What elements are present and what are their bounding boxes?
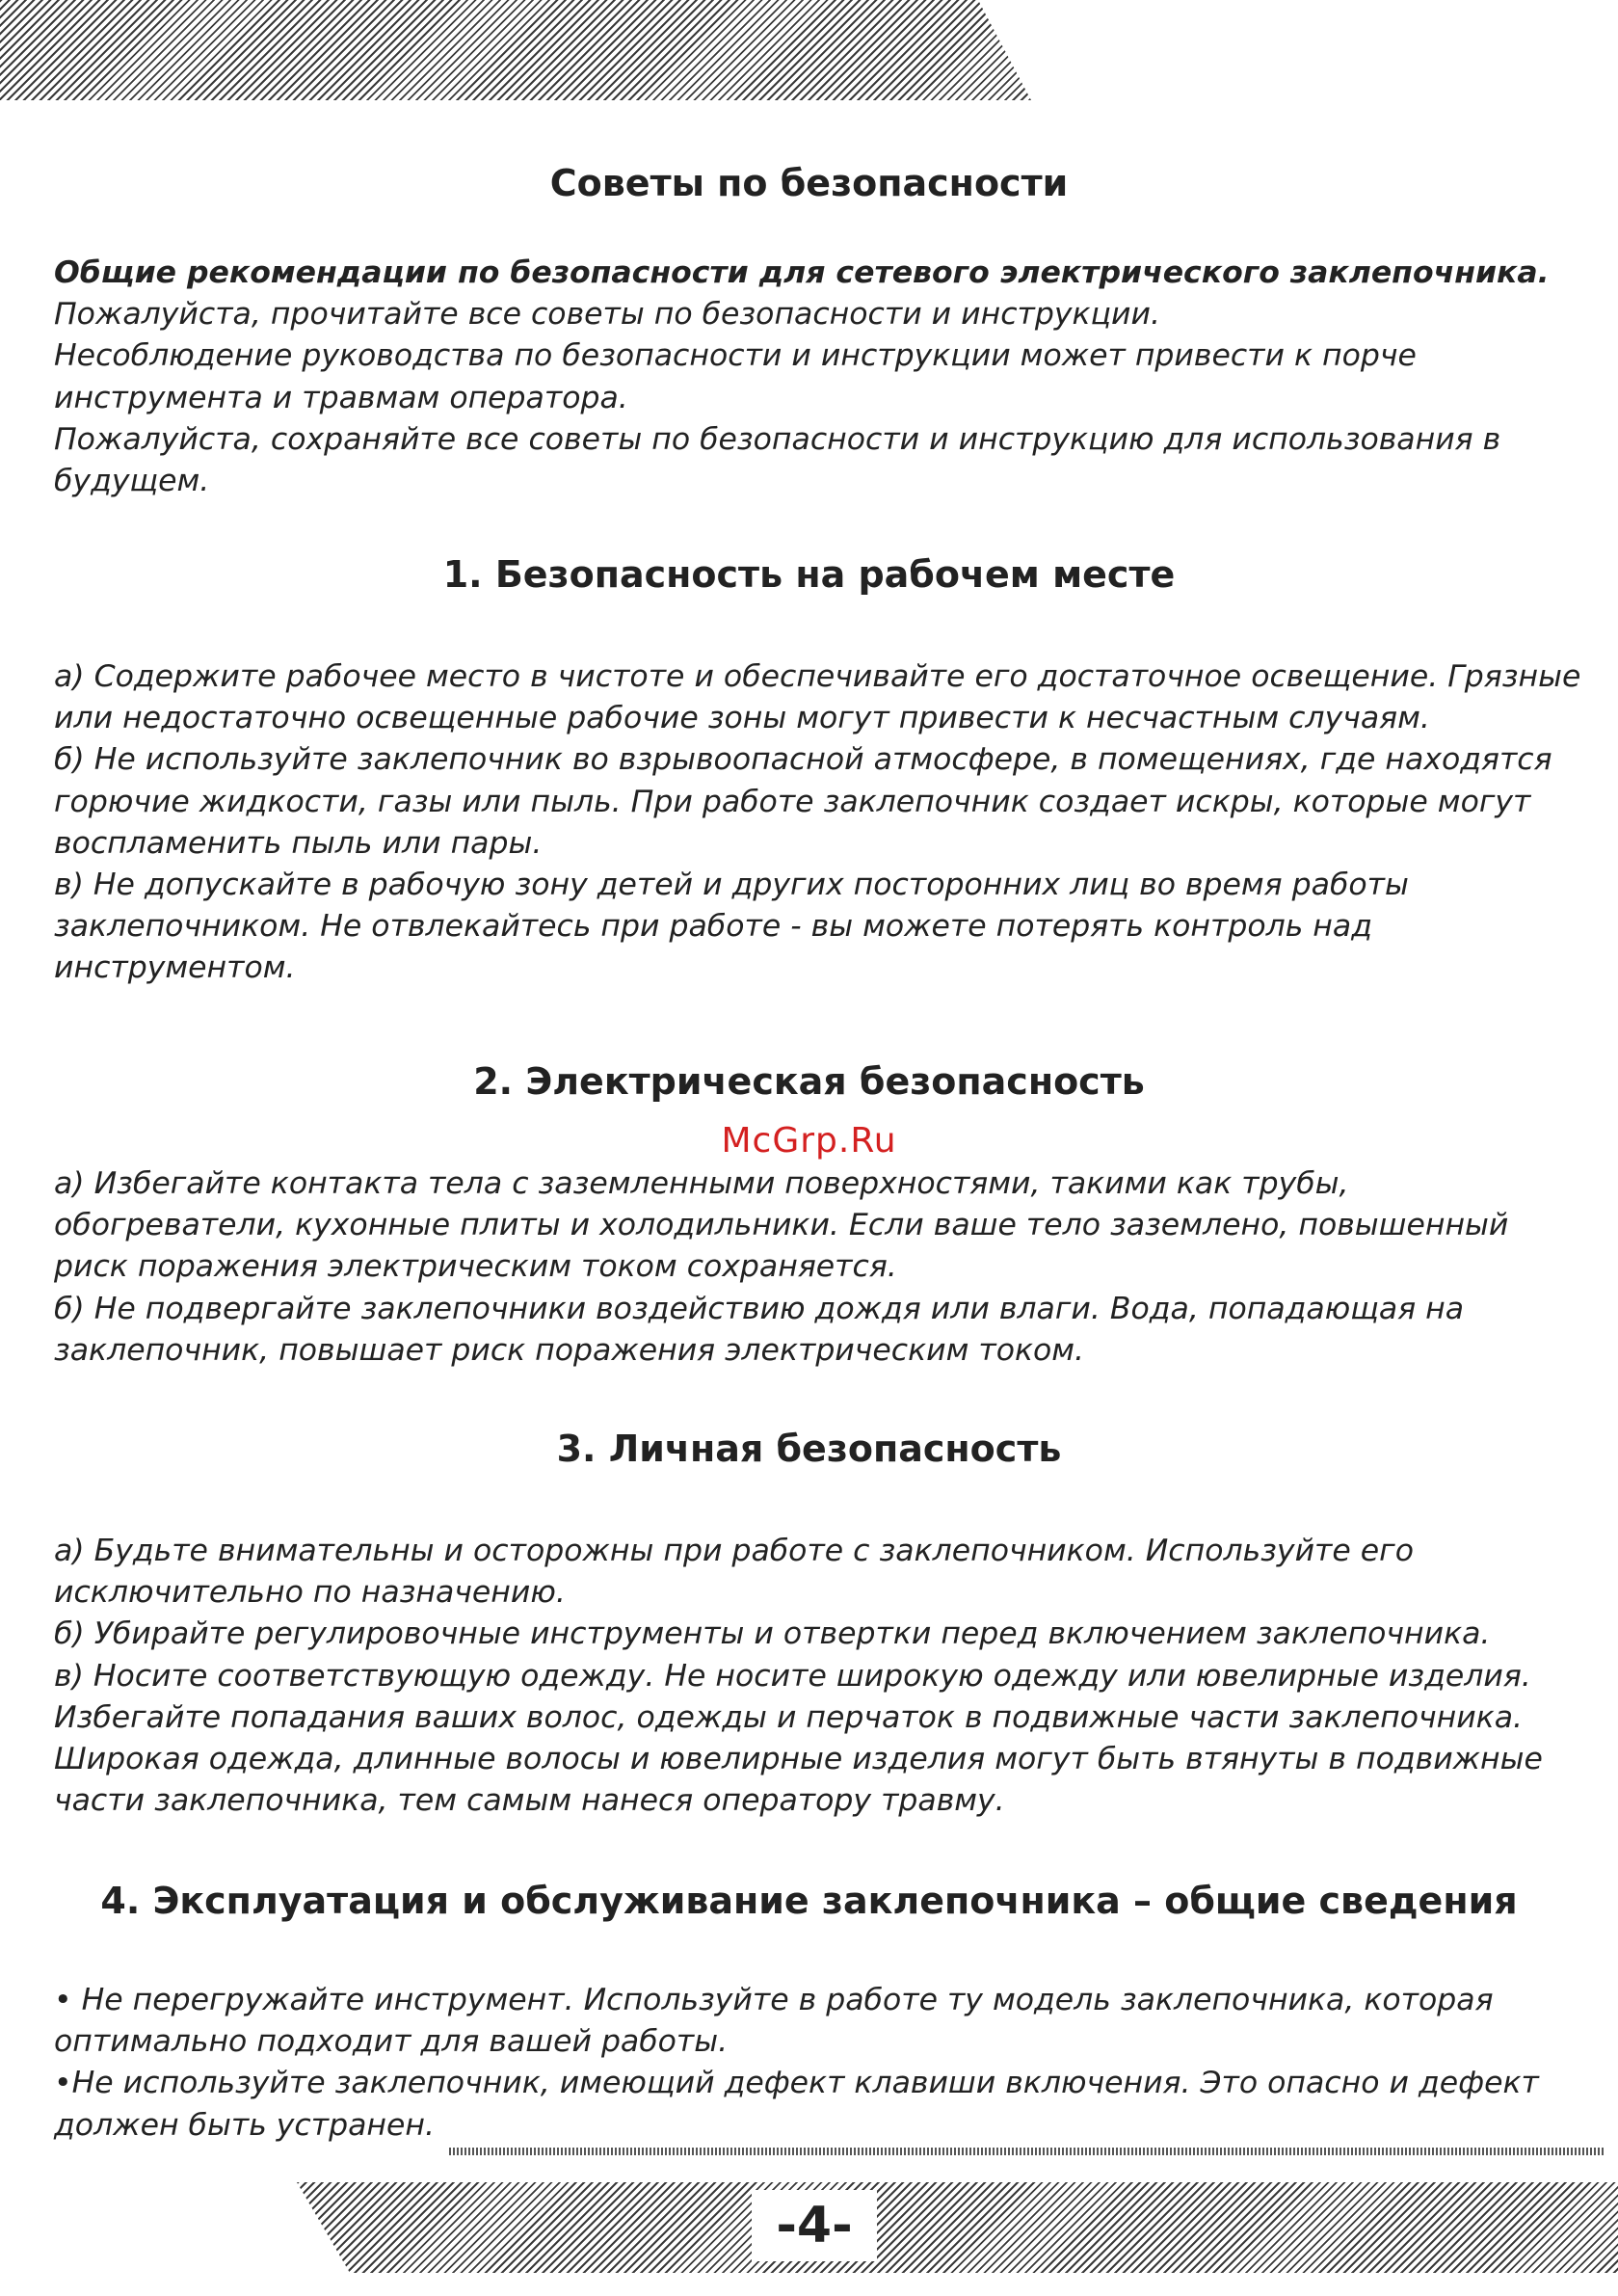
section-body-workplace-safety [54, 656, 1586, 990]
intro-lead: Общие рекомендации по безопасности для сетевого электрического заклепочника. [54, 255, 1550, 290]
intro-block [54, 253, 1586, 502]
section-item: в) Не допускайте в рабочую зону детей и других посторонних лиц во время работы заклепочником. Не отвлекайтесь при работе - вы можете потерять контроль над инструментом. [54, 868, 1409, 986]
section-item: б) Не используйте заклепочник во взрывоопасной атмосфере, в помещениях, где находятся горючие жидкости, газы или пыль. При работе заклепочник создает искры, которые могут воспламенить пыль или пары. [54, 742, 1552, 861]
page-number: -4- [752, 2190, 877, 2261]
top-decorative-stripe-band [0, 0, 1031, 100]
section-item: • Не перегружайте инструмент. Используйте в работе ту модель заклепочника, которая оптимально подходит для вашей работы. [54, 1983, 1494, 2060]
section-heading-electrical-safety: 2. Электрическая безопасность [473, 1060, 1145, 1103]
watermark-text: McGrp.Ru [721, 1121, 897, 1161]
intro-line: Несоблюдение руководства по безопасности и инструкции может привести к порче инструмента и травмам оператора. [54, 338, 1417, 415]
bottom-decorative-stripe-band [297, 2182, 1618, 2273]
intro-line: Пожалуйста, прочитайте все советы по безопасности и инструкции. [54, 297, 1160, 333]
section-heading-personal-safety: 3. Личная безопасность [556, 1428, 1062, 1470]
section-item: б) Убирайте регулировочные инструменты и отвертки перед включением заклепочника. [54, 1616, 1491, 1652]
intro-line: Пожалуйста, сохраняйте все советы по безопасности и инструкцию для использования в будущем. [54, 421, 1501, 499]
footer-dotted-rule [449, 2148, 1605, 2155]
section-item: •Не используйте заклепочник, имеющий дефект клавиши включения. Это опасно и дефект должен быть устранен. [54, 2066, 1539, 2143]
section-body-personal-safety [54, 1531, 1586, 1822]
section-item: а) Избегайте контакта тела с заземленными поверхностями, такими как трубы, обогреватели, кухонные плиты и холодильники. Если ваше тело заземлено, повышенный риск поражения электрическим током сохраняется. [54, 1166, 1509, 1285]
section-heading-operation-maintenance: 4. Эксплуатация и обслуживание заклепочника – общие сведения [100, 1880, 1518, 1922]
section-item: а) Содержите рабочее место в чистоте и обеспечивайте его достаточное освещение. Грязные или недостаточно освещенные рабочие зоны могут привести к несчастным случаям. [54, 659, 1581, 736]
page-title: Советы по безопасности [549, 162, 1069, 204]
section-heading-workplace-safety: 1. Безопасность на рабочем месте [442, 553, 1176, 596]
section-item: а) Будьте внимательны и осторожны при работе с заклепочником. Используйте его исключительно по назначению. [54, 1534, 1414, 1611]
section-body-operation-maintenance [54, 1980, 1586, 2147]
section-item: б) Не подвергайте заклепочники воздействию дождя или влаги. Вода, попадающая на заклепочник, повышает риск поражения электрическим током. [54, 1291, 1465, 1368]
section-body-electrical-safety [54, 1163, 1586, 1372]
section-item: в) Носите соответствующую одежду. Не носите широкую одежду или ювелирные изделия. Избегайте попадания ваших волос, одежды и перчаток в подвижные части заклепочника. Широкая одежда, длинные волосы и ювелирные изделия могут быть втянуты в подвижные части заклепочника, тем самым нанеся оператору травму. [54, 1658, 1543, 1819]
